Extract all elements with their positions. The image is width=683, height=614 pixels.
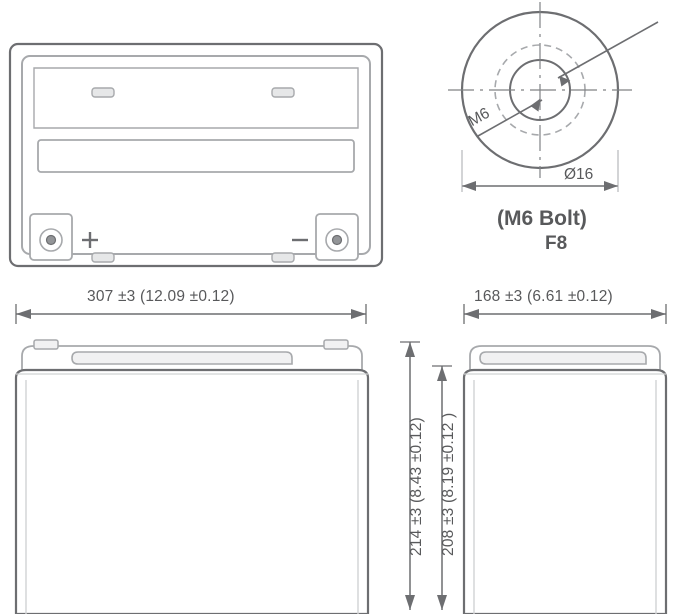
length-dimension-label: 307 ±3 (12.09 ±0.12) [87, 288, 235, 305]
front-terminal-right [324, 340, 348, 349]
vent-slot-bottom-left [92, 253, 114, 262]
vent-slot-left [92, 88, 114, 97]
diameter-label: Ø16 [564, 166, 594, 183]
side-lid-lip [480, 352, 646, 364]
container-height-dimension-label: 208 ±3 (8.19 ±0.12 ) [440, 412, 457, 556]
label-strip [38, 140, 354, 172]
terminal-bolt-right-inner [333, 236, 342, 245]
vent-slot-right [272, 88, 294, 97]
total-height-dimension-label: 214 ±3 (8.43 ±0.12) [408, 417, 425, 556]
width-dimension-line [430, 300, 683, 326]
width-dimension-label: 168 ±3 (6.61 ±0.12) [474, 288, 613, 305]
lid-recess [34, 68, 358, 128]
front-lid-lip [72, 352, 292, 364]
length-dimension-line [0, 300, 400, 326]
front-view-drawing [0, 330, 400, 614]
side-case-body [464, 370, 666, 614]
terminal-bolt-left-inner [47, 236, 56, 245]
terminal-detail-drawing [430, 0, 683, 210]
m6-thread-label: M6 [465, 104, 493, 130]
front-terminal-left [34, 340, 58, 349]
side-view-drawing [452, 330, 683, 614]
vent-slot-bottom-right [272, 253, 294, 262]
front-case-body [16, 370, 368, 614]
top-view-drawing [0, 0, 400, 290]
bolt-type-subtitle: F8 [545, 233, 568, 254]
bolt-type-title: (M6 Bolt) [497, 207, 587, 230]
